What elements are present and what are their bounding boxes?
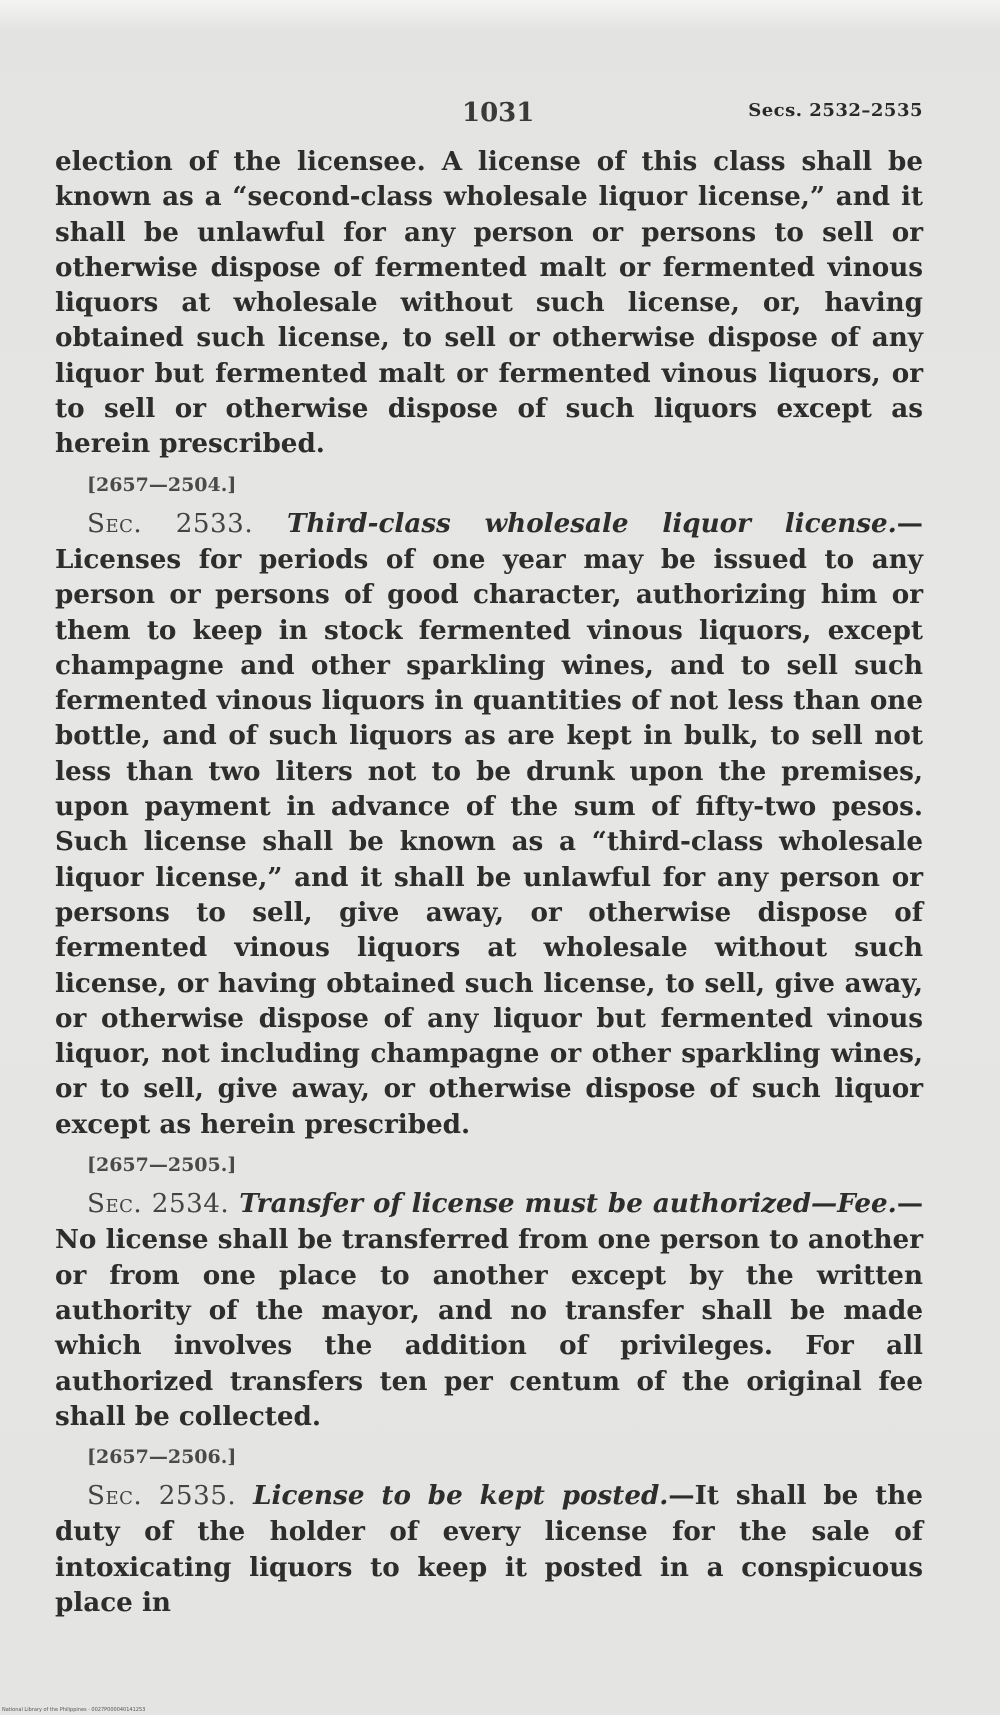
section-2535 xyxy=(55,1478,923,1620)
section-2533-title: Third-class wholesale liquor license. xyxy=(287,507,897,539)
section-2535-label: Sec. 2535. xyxy=(87,1481,237,1512)
reference-2535: [2657—2506.] xyxy=(87,1446,237,1469)
page-content xyxy=(55,88,923,1620)
scan-credit: National Library of the Philippines · 0027P000040141253 xyxy=(2,1707,146,1713)
section-range: Secs. 2532–2535 xyxy=(748,100,923,121)
reference-2533: [2657—2504.] xyxy=(87,473,237,496)
continuation-paragraph: election of the licensee. A license of this class shall be known as a “second-class wholesale liquor license,” and it shall be unlawful for any person or persons to sell or otherwise dispose of fermented malt or fermented vinous liquors at wholesale without such license, or, having obtained such license, to sell or otherwise dispose of any liquor but fermented malt or fermented vinous liquors, or to sell or otherwise dispose of such liquors except as herein prescribed. xyxy=(55,146,923,460)
section-2534-body: —No license shall be transferred from one person to another or from one place to another except by the written authority of the mayor, and no transfer shall be made which involves the addition of privileges. For all authorized transfers ten per centum of the original fee shall be collected. xyxy=(55,1188,923,1432)
section-2535-body: —It shall be the duty of the holder of every license for the sale of intoxicating liquors to keep it posted in a conspicuous place in xyxy=(55,1480,923,1618)
page-edge-shade xyxy=(0,0,1000,30)
section-2535-title: License to be kept posted. xyxy=(253,1480,669,1512)
section-2533 xyxy=(55,506,923,1142)
section-2533-body: —Licenses for periods of one year may be issued to any person or persons of good character, authorizing him or them to keep in stock fermented vinous liquors, except champagne and other sparkling wines, and to sell such fermented vinous liquors in quantities of not less than one bottle, and of such liquors as are kept in bulk, to sell not less than two liters not to be drunk upon the premises, upon payment in advance of the sum of fifty-two pesos. Such license shall be known as a “third-class wholesale liquor license,” and it shall be unlawful for any person or persons to sell, give away, or otherwise dispose of fermented vinous liquors at wholesale without such license, or having obtained such license, to sell, give away, or otherwise dispose of any liquor but fermented vinous liquor, not including champagne or other sparkling wines, or to sell, give away, or otherwise dispose of such liquor except as herein prescribed. xyxy=(55,507,923,1140)
section-2534 xyxy=(55,1186,923,1434)
page-header xyxy=(55,88,923,138)
section-2534-title: Transfer of license must be authorized—Fee. xyxy=(239,1188,897,1220)
reference-2534: [2657—2505.] xyxy=(87,1154,237,1177)
page-number: 1031 xyxy=(462,98,535,128)
body-text xyxy=(55,144,923,1620)
section-2534-label: Sec. 2534. xyxy=(87,1189,230,1220)
section-2533-label: Sec. 2533. xyxy=(87,508,254,539)
